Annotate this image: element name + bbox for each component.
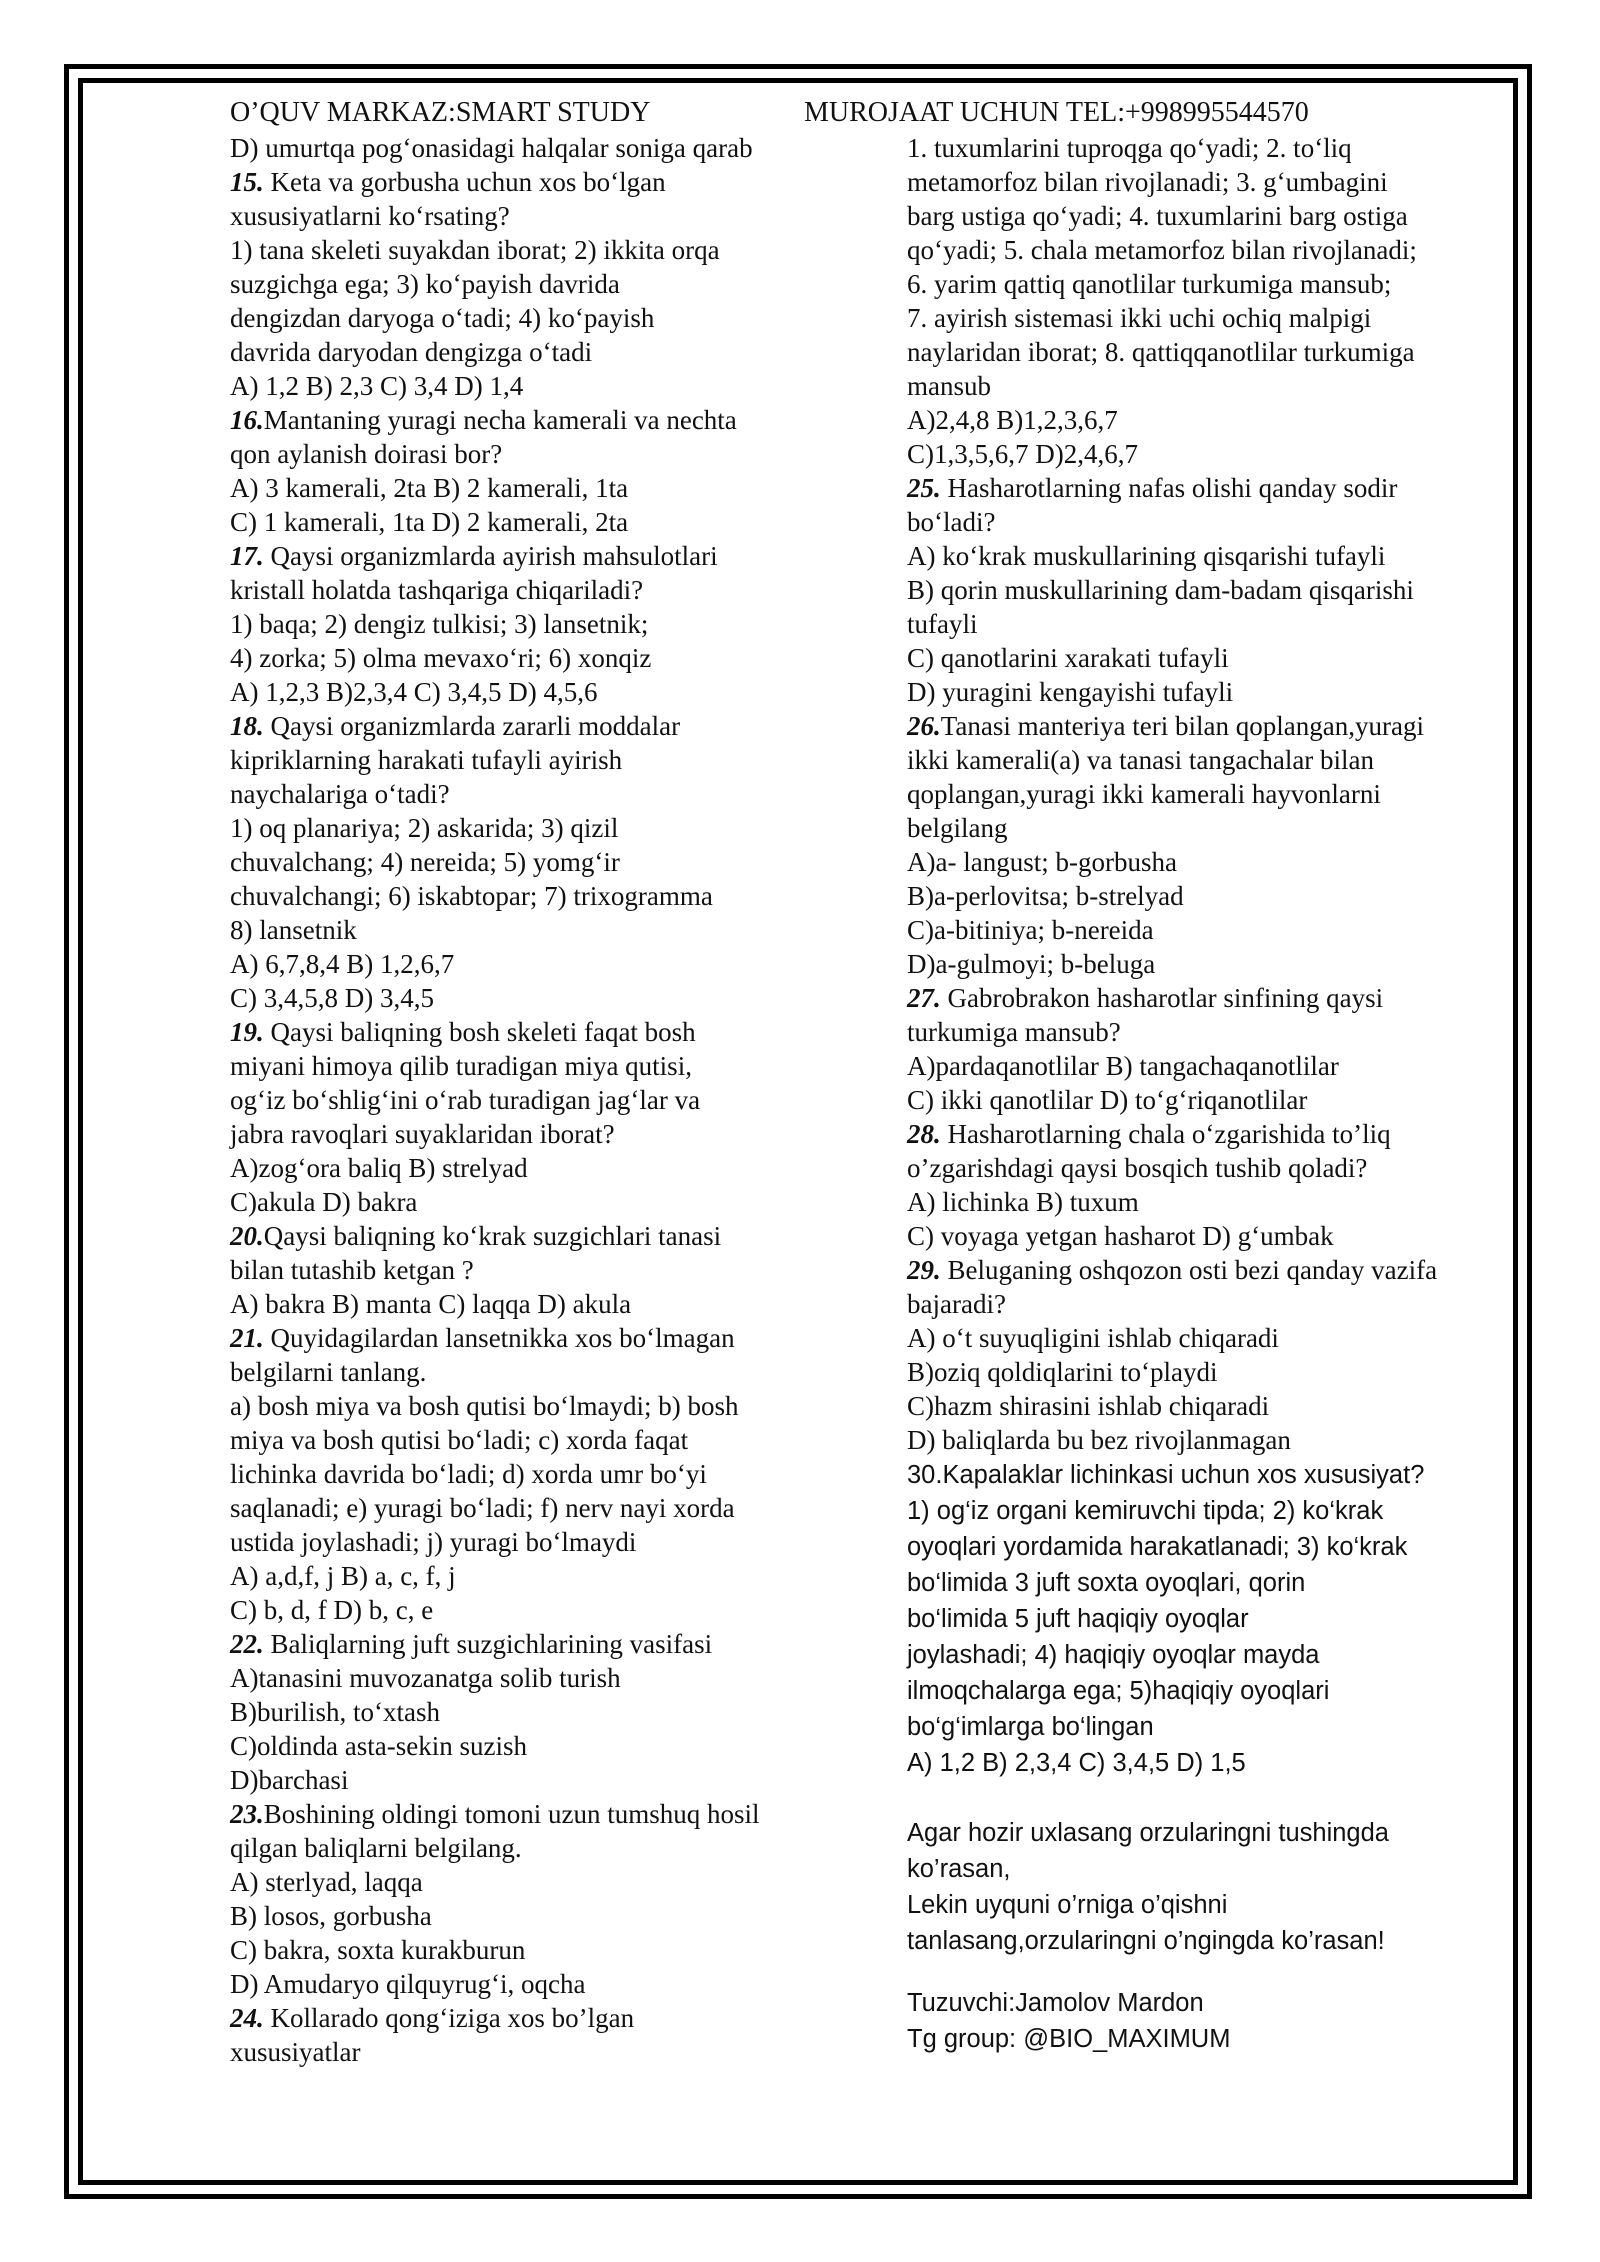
line-text: miyani himoya qilib turadigan miya qutisi, (230, 1051, 692, 1081)
line-text: D) yuragini kengayishi tufayli (907, 677, 1234, 707)
line-text: ikki kamerali(a) va tanasi tangachalar bilan (907, 745, 1375, 775)
quote-line: tanlasang,orzularingni o’ngingda ko’rasan! (907, 1927, 1385, 1955)
text-line (907, 403, 1497, 437)
line-text: saqlanadi; e) yuragi bo‘ladi; f) nerv nayi xorda (230, 1493, 735, 1523)
text-line (230, 981, 820, 1015)
text-line (230, 777, 820, 811)
question-number: 28. (907, 1119, 941, 1149)
question-number: 18. (230, 711, 264, 741)
text-line (230, 165, 820, 199)
line-text: naylaridan iborat; 8. qattiqqanotlilar turkumiga (907, 337, 1415, 367)
line-text: B) losos, gorbusha (230, 1901, 432, 1931)
text-line (907, 1083, 1497, 1117)
text-line (230, 2035, 820, 2069)
text-line (230, 1321, 820, 1355)
text-line (907, 1253, 1497, 1287)
text-line (230, 1117, 820, 1151)
line-text: lichinka davrida bo‘ladi; d) xorda umr bo‘yi (230, 1459, 707, 1489)
line-text: A)zog‘ora baliq B) strelyad (230, 1153, 528, 1183)
line-text: kristall holatda tashqariga chiqariladi? (230, 575, 644, 605)
line-text: D) umurtqa pog‘onasidagi halqalar soniga qarab (230, 133, 753, 163)
right-column (907, 131, 1497, 2057)
line-text: D) Amudaryo qilquyrug‘i, oqcha (230, 1969, 586, 1999)
text-line (230, 199, 820, 233)
line-text: naychalariga o‘tadi? (230, 779, 450, 809)
question-number: 19. (230, 1017, 264, 1047)
text-line (907, 1049, 1497, 1083)
line-text: qoplangan,yuragi ikki kamerali hayvonlarni (907, 779, 1381, 809)
text-line (907, 879, 1497, 913)
text-line (230, 1049, 820, 1083)
text-line (907, 1423, 1497, 1457)
line-text: ustida joylashadi; j) yuragi bo‘lmaydi (230, 1527, 637, 1557)
text-line (230, 607, 820, 641)
line-text: qilgan baliqlarni belgilang. (230, 1833, 522, 1863)
question-number: 22. (230, 1629, 264, 1659)
question-number: 15. (230, 167, 264, 197)
text-line (230, 335, 820, 369)
line-text: jabra ravoqlari suyaklaridan iborat? (230, 1119, 615, 1149)
text-line (907, 267, 1497, 301)
line-text: belgilarni tanlang. (230, 1357, 427, 1387)
line-text: Qaysi organizmlarda zararli moddalar (263, 711, 681, 741)
text-line (230, 641, 820, 675)
question-number: 27. (907, 983, 941, 1013)
line-text: kipriklarning harakati tufayli ayirish (230, 745, 623, 775)
line-text: A)pardaqanotlilar B) tangachaqanotlilar (907, 1051, 1339, 1081)
line-text: turkumiga mansub? (907, 1017, 1121, 1047)
line-text: B)a-perlovitsa; b-strelyad (907, 881, 1184, 911)
line-text: B)burilish, to‘xtash (230, 1697, 440, 1727)
text-line (230, 1151, 820, 1185)
motivational-quote (907, 1815, 1497, 1959)
text-line (230, 233, 820, 267)
text-line (230, 1389, 820, 1423)
text-line (230, 1423, 820, 1457)
line-text: og‘iz bo‘shlig‘ini o‘rab turadigan jag‘lar va (230, 1085, 701, 1115)
line-text: Qaysi baliqning bosh skeleti faqat bosh (263, 1017, 696, 1047)
question-number: 25. (907, 473, 941, 503)
text-line (230, 913, 820, 947)
text-line (230, 403, 820, 437)
quote-line: Agar hozir uxlasang orzularingni tushingda (907, 1819, 1389, 1847)
line-text: Tanasi manteriya teri bilan qoplangan,yuragi (940, 711, 1424, 741)
text-line (907, 675, 1497, 709)
line-text: A) o‘t suyuqligini ishlab chiqaradi (907, 1323, 1279, 1353)
line-text: A) bakra B) manta C) laqqa D) akula (230, 1289, 632, 1319)
line-text: D)barchasi (230, 1765, 349, 1795)
line-text: tufayli (907, 609, 978, 639)
text-line (230, 1287, 820, 1321)
line-text: C) bakra, soxta kurakburun (230, 1935, 526, 1965)
text-line (230, 1729, 820, 1763)
text-line: joylashadi; 4) haqiqiy oyoqlar mayda (907, 1641, 1320, 1669)
line-text: C) 1 kamerali, 1ta D) 2 kamerali, 2ta (230, 507, 629, 537)
text-line (907, 1321, 1497, 1355)
line-text: 7. ayirish sistemasi ikki uchi ochiq malpigi (907, 303, 1372, 333)
text-line (230, 1015, 820, 1049)
text-line (230, 1559, 820, 1593)
line-text: Qaysi organizmlarda ayirish mahsulotlari (263, 541, 718, 571)
text-line (230, 1831, 820, 1865)
line-text: xususiyatlarni ko‘rsating? (230, 201, 510, 231)
text-line (907, 369, 1497, 403)
line-text: C) voyaga yetgan hasharot D) g‘umbak (907, 1221, 1334, 1251)
text-line (230, 1899, 820, 1933)
line-text: qo‘yadi; 5. chala metamorfoz bilan rivojlanadi; (907, 235, 1417, 265)
line-text: barg ustiga qo‘yadi; 4. tuxumlarini barg ostiga (907, 201, 1408, 231)
line-text: o’zgarishdagi qaysi bosqich tushib qoladi? (907, 1153, 1368, 1183)
text-line (907, 199, 1497, 233)
text-line: 1) og‘iz organi kemiruvchi tipda; 2) ko‘krak (907, 1497, 1384, 1525)
header-contact-phone: MUROJAAT UCHUN TEL:+998995544570 (804, 97, 1309, 128)
text-line (230, 1253, 820, 1287)
line-text: bo‘ladi? (907, 507, 996, 537)
line-text: bajaradi? (907, 1289, 1006, 1319)
text-line (907, 1185, 1497, 1219)
text-line (230, 539, 820, 573)
line-text: C)akula D) bakra (230, 1187, 418, 1217)
text-line (230, 1627, 820, 1661)
text-line (907, 1219, 1497, 1253)
line-text: Gabrobrakon hasharotlar sinfining qaysi (940, 983, 1384, 1013)
line-text: bilan tutashib ketgan ? (230, 1255, 474, 1285)
text-line (230, 573, 820, 607)
quote-line: ko’rasan, (907, 1855, 1011, 1883)
text-line (230, 1593, 820, 1627)
line-text: B)oziq qoldiqlarini to‘playdi (907, 1357, 1218, 1387)
text-line (907, 233, 1497, 267)
line-text: chuvalchangi; 6) iskabtopar; 7) trixogramma (230, 881, 713, 911)
line-text: miya va bosh qutisi bo‘ladi; c) xorda faqat (230, 1425, 689, 1455)
text-line (907, 777, 1497, 811)
left-column (230, 131, 820, 2069)
line-text: Boshining oldingi tomoni uzun tumshuq hosil (263, 1799, 760, 1829)
line-text: dengizdan daryoga o‘tadi; 4) ko‘payish (230, 303, 655, 333)
text-line (230, 301, 820, 335)
text-line (230, 1219, 820, 1253)
right-column-serif-block (907, 131, 1497, 1457)
line-text: a) bosh miya va bosh qutisi bo‘lmaydi; b) bosh (230, 1391, 739, 1421)
line-text: Kollarado qong‘iziga xos bo’lgan (263, 2003, 635, 2033)
line-text: davrida daryodan dengizga o‘tadi (230, 337, 593, 367)
text-line (230, 1491, 820, 1525)
question-number: 20. (230, 1221, 264, 1251)
line-text: C)oldinda asta-sekin suzish (230, 1731, 527, 1761)
text-line (230, 1967, 820, 2001)
line-text: A) 1,2,3 B)2,3,4 C) 3,4,5 D) 4,5,6 (230, 677, 598, 707)
line-text: C)a-bitiniya; b-nereida (907, 915, 1154, 945)
line-text: Mantaning yuragi necha kamerali va nechta (263, 405, 737, 435)
header-center-name: O’QUV MARKAZ:SMART STUDY (230, 97, 651, 128)
line-text: Hasharotlarning nafas olishi qanday sodir (940, 473, 1398, 503)
text-line (230, 1083, 820, 1117)
line-text: A)tanasini muvozanatga solib turish (230, 1663, 621, 1693)
text-line (907, 607, 1497, 641)
text-line (907, 131, 1497, 165)
line-text: 6. yarim qattiq qanotlilar turkumiga mansub; (907, 269, 1392, 299)
text-line (907, 335, 1497, 369)
text-line (907, 505, 1497, 539)
line-text: Baliqlarning juft suzgichlarining vasifasi (263, 1629, 713, 1659)
line-text: qon aylanish doirasi bor? (230, 439, 503, 469)
line-text: A) 6,7,8,4 B) 1,2,6,7 (230, 949, 455, 979)
line-text: A) a,d,f, j B) a, c, f, j (230, 1561, 456, 1591)
text-line (230, 437, 820, 471)
text-line (907, 1151, 1497, 1185)
line-text: mansub (907, 371, 991, 401)
footer-line: Tuzuvchi:Jamolov Mardon (907, 1989, 1204, 2017)
text-line (907, 981, 1497, 1015)
question-number: 24. (230, 2003, 264, 2033)
line-text: chuvalchang; 4) nereida; 5) yomg‘ir (230, 847, 620, 877)
text-line: 30.Kapalaklar lichinkasi uchun xos xususiyat? (907, 1461, 1425, 1489)
text-line: ilmoqchalarga ega; 5)haqiqiy oyoqlari (907, 1677, 1330, 1705)
text-line (907, 471, 1497, 505)
text-line (907, 165, 1497, 199)
text-line (230, 709, 820, 743)
text-line (907, 1117, 1497, 1151)
text-line (230, 1763, 820, 1797)
text-line (230, 131, 820, 165)
question-30-block (907, 1457, 1497, 1781)
question-number: 16. (230, 405, 264, 435)
question-number: 29. (907, 1255, 941, 1285)
text-line (230, 1457, 820, 1491)
text-line (907, 1389, 1497, 1423)
text-line (230, 743, 820, 777)
line-text: Hasharotlarning chala o‘zgarishida to’liq (940, 1119, 1391, 1149)
line-text: B) qorin muskullarining dam-badam qisqarishi (907, 575, 1414, 605)
line-text: A) ko‘krak muskullarining qisqarishi tufayli (907, 541, 1386, 571)
line-text: C) 3,4,5,8 D) 3,4,5 (230, 983, 434, 1013)
footer-line: Tg group: @BIO_MAXIMUM (907, 2025, 1231, 2053)
line-text: xususiyatlar (230, 2037, 361, 2067)
text-line: A) 1,2 B) 2,3,4 C) 3,4,5 D) 1,5 (907, 1749, 1246, 1777)
text-line (907, 1015, 1497, 1049)
line-text: Beluganing oshqozon osti bezi qanday vazifa (940, 1255, 1438, 1285)
line-text: A)2,4,8 B)1,2,3,6,7 (907, 405, 1118, 435)
text-line: bo‘limida 5 juft haqiqiy oyoqlar (907, 1605, 1249, 1633)
quote-line: Lekin uyquni o’rniga o’qishni (907, 1891, 1228, 1919)
text-line (907, 301, 1497, 335)
text-line (907, 1287, 1497, 1321)
text-line (230, 1661, 820, 1695)
line-text: D) baliqlarda bu bez rivojlanmagan (907, 1425, 1291, 1455)
line-text: 4) zorka; 5) olma mevaxo‘ri; 6) xonqiz (230, 643, 652, 673)
text-line (230, 1797, 820, 1831)
question-number: 17. (230, 541, 264, 571)
line-text: A)a- langust; b-gorbusha (907, 847, 1177, 877)
text-line (230, 811, 820, 845)
text-line (230, 675, 820, 709)
line-text: A) lichinka B) tuxum (907, 1187, 1139, 1217)
text-line (907, 1355, 1497, 1389)
text-line (907, 539, 1497, 573)
text-line (230, 505, 820, 539)
line-text: suzgichga ega; 3) ko‘payish davrida (230, 269, 620, 299)
line-text: C) qanotlarini xarakati tufayli (907, 643, 1229, 673)
line-text: 1) tana skeleti suyakdan iborat; 2) ikkita orqa (230, 235, 720, 265)
text-line (230, 267, 820, 301)
line-text: 8) lansetnik (230, 915, 357, 945)
text-line: oyoqlari yordamida harakatlanadi; 3) ko‘krak (907, 1533, 1408, 1561)
text-line (907, 811, 1497, 845)
question-number: 21. (230, 1323, 264, 1353)
line-text: Qaysi baliqning ko‘krak suzgichlari tanasi (263, 1221, 722, 1251)
line-text: A) sterlyad, laqqa (230, 1867, 423, 1897)
text-line: bo‘g‘imlarga bo‘lingan (907, 1713, 1154, 1741)
line-text: C) ikki qanotlilar D) to‘g‘riqanotlilar (907, 1085, 1308, 1115)
line-text: C)1,3,5,6,7 D)2,4,6,7 (907, 439, 1138, 469)
line-text: C)hazm shirasini ishlab chiqaradi (907, 1391, 1270, 1421)
text-line (230, 1355, 820, 1389)
question-number: 26. (907, 711, 941, 741)
line-text: C) b, d, f D) b, c, e (230, 1595, 434, 1625)
line-text: 1) baqa; 2) dengiz tulkisi; 3) lansetnik; (230, 609, 649, 639)
line-text: A) 3 kamerali, 2ta B) 2 kamerali, 1ta (230, 473, 629, 503)
text-line (907, 641, 1497, 675)
text-line (907, 573, 1497, 607)
line-text: Quyidagilardan lansetnikka xos bo‘lmagan (263, 1323, 735, 1353)
text-line (907, 845, 1497, 879)
author-footer (907, 1985, 1497, 2057)
text-line (907, 947, 1497, 981)
text-line (907, 913, 1497, 947)
text-line (230, 471, 820, 505)
text-line (907, 709, 1497, 743)
text-line (230, 879, 820, 913)
text-line: bo‘limida 3 juft soxta oyoqlari, qorin (907, 1569, 1306, 1597)
line-text: 1. tuxumlarini tuproqga qo‘yadi; 2. to‘liq (907, 133, 1352, 163)
line-text: A) 1,2 B) 2,3 C) 3,4 D) 1,4 (230, 371, 524, 401)
text-line (230, 1695, 820, 1729)
text-line (230, 369, 820, 403)
text-line (230, 1525, 820, 1559)
text-line (907, 743, 1497, 777)
question-number: 23. (230, 1799, 264, 1829)
text-line (230, 947, 820, 981)
text-line (230, 1185, 820, 1219)
text-line (230, 845, 820, 879)
line-text: D)a-gulmoyi; b-beluga (907, 949, 1156, 979)
line-text: Keta va gorbusha uchun xos bo‘lgan (263, 167, 666, 197)
text-line (907, 437, 1497, 471)
line-text: 1) oq planariya; 2) askarida; 3) qizil (230, 813, 619, 843)
line-text: belgilang (907, 813, 1008, 843)
text-line (230, 2001, 820, 2035)
text-line (230, 1933, 820, 1967)
text-line (230, 1865, 820, 1899)
line-text: metamorfoz bilan rivojlanadi; 3. g‘umbagini (907, 167, 1388, 197)
